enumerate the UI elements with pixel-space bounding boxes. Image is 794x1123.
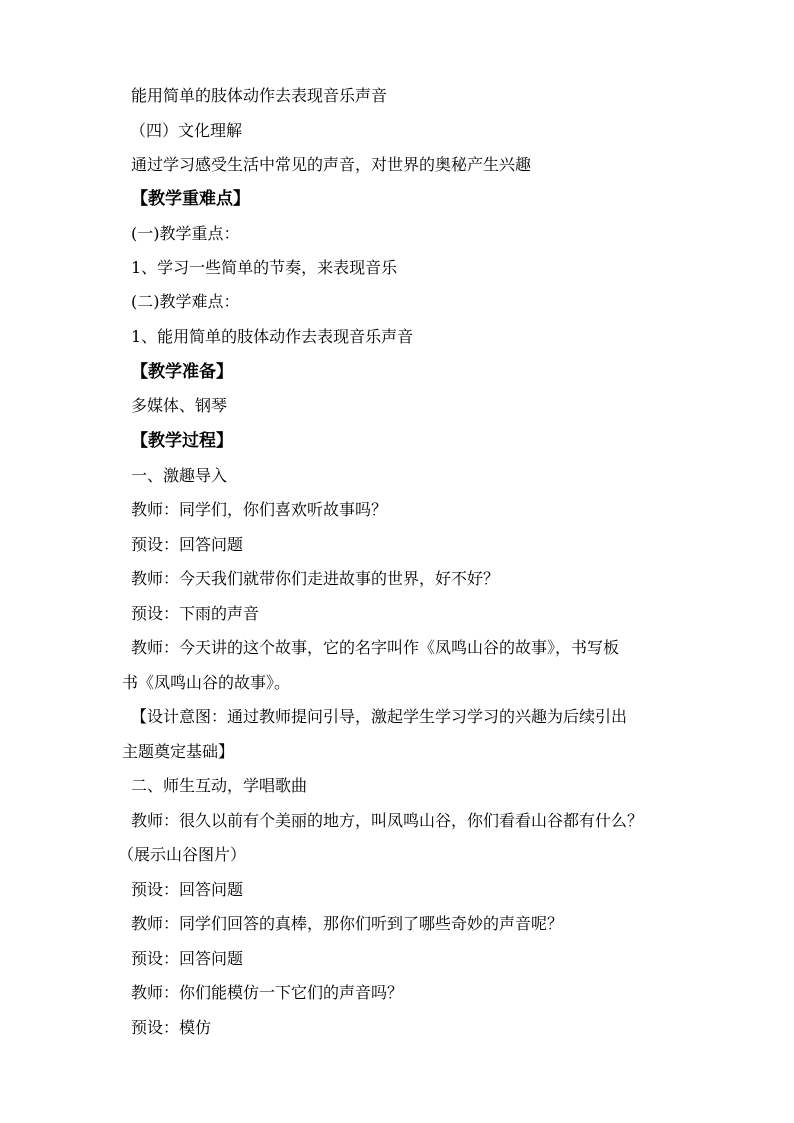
text-line-15: 教师：今天我们就带你们走进故事的世界，好不好？ [131, 569, 500, 588]
text-line-17: 教师：今天讲的这个故事，它的名字叫作《凤鸣山谷的故事》，书写板 [131, 638, 620, 657]
design-intent-line-1: 【设计意图：通过教师提问引导，激起学生学习学习的兴趣为后续引出 [131, 707, 628, 726]
text-line-6: 1、学习一些简单的节奏，来表现音乐 [131, 258, 398, 277]
heading-preparation: 【教学准备】 [131, 362, 233, 382]
text-line-25: 教师：同学们回答的真棒，那你们听到了哪些奇妙的声音呢？ [131, 914, 564, 933]
text-line-22: 教师：很久以前有个美丽的地方，叫凤鸣山谷，你们看看山谷都有什么？ [131, 811, 644, 830]
subheading-interaction: 二、师生互动，学唱歌曲 [131, 776, 308, 795]
text-line-1: 能用简单的肢体动作去表现音乐声音 [131, 86, 388, 105]
heading-key-points: 【教学重难点】 [131, 189, 250, 209]
text-line-16: 预设：下雨的声音 [131, 604, 260, 623]
text-line-18: 书《凤鸣山谷的故事》。 [122, 673, 291, 692]
subheading-intro: 一、激趣导入 [131, 466, 228, 485]
text-line-14: 预设：回答问题 [131, 535, 244, 554]
text-line-13: 教师：同学们，你们喜欢听故事吗？ [131, 500, 388, 519]
text-line-3: 通过学习感受生活中常见的声音，对世界的奥秘产生兴趣 [131, 155, 532, 174]
text-line-26: 预设：回答问题 [131, 949, 244, 968]
text-line-10: 多媒体、钢琴 [131, 396, 228, 415]
section-heading-culture: （四）文化理解 [130, 121, 243, 140]
text-line-23: （展示山谷图片） [118, 845, 247, 864]
heading-process: 【教学过程】 [131, 431, 233, 451]
text-line-28: 预设：模仿 [131, 1018, 212, 1037]
text-line-8: 1、能用简单的肢体动作去表现音乐声音 [131, 327, 414, 346]
text-line-24: 预设：回答问题 [131, 880, 244, 899]
text-line-27: 教师：你们能模仿一下它们的声音吗？ [131, 983, 404, 1002]
subheading-key: (一)教学重点： [131, 224, 240, 243]
design-intent-line-2: 主题奠定基础】 [122, 742, 235, 761]
subheading-difficult: (二)教学难点： [131, 292, 240, 311]
